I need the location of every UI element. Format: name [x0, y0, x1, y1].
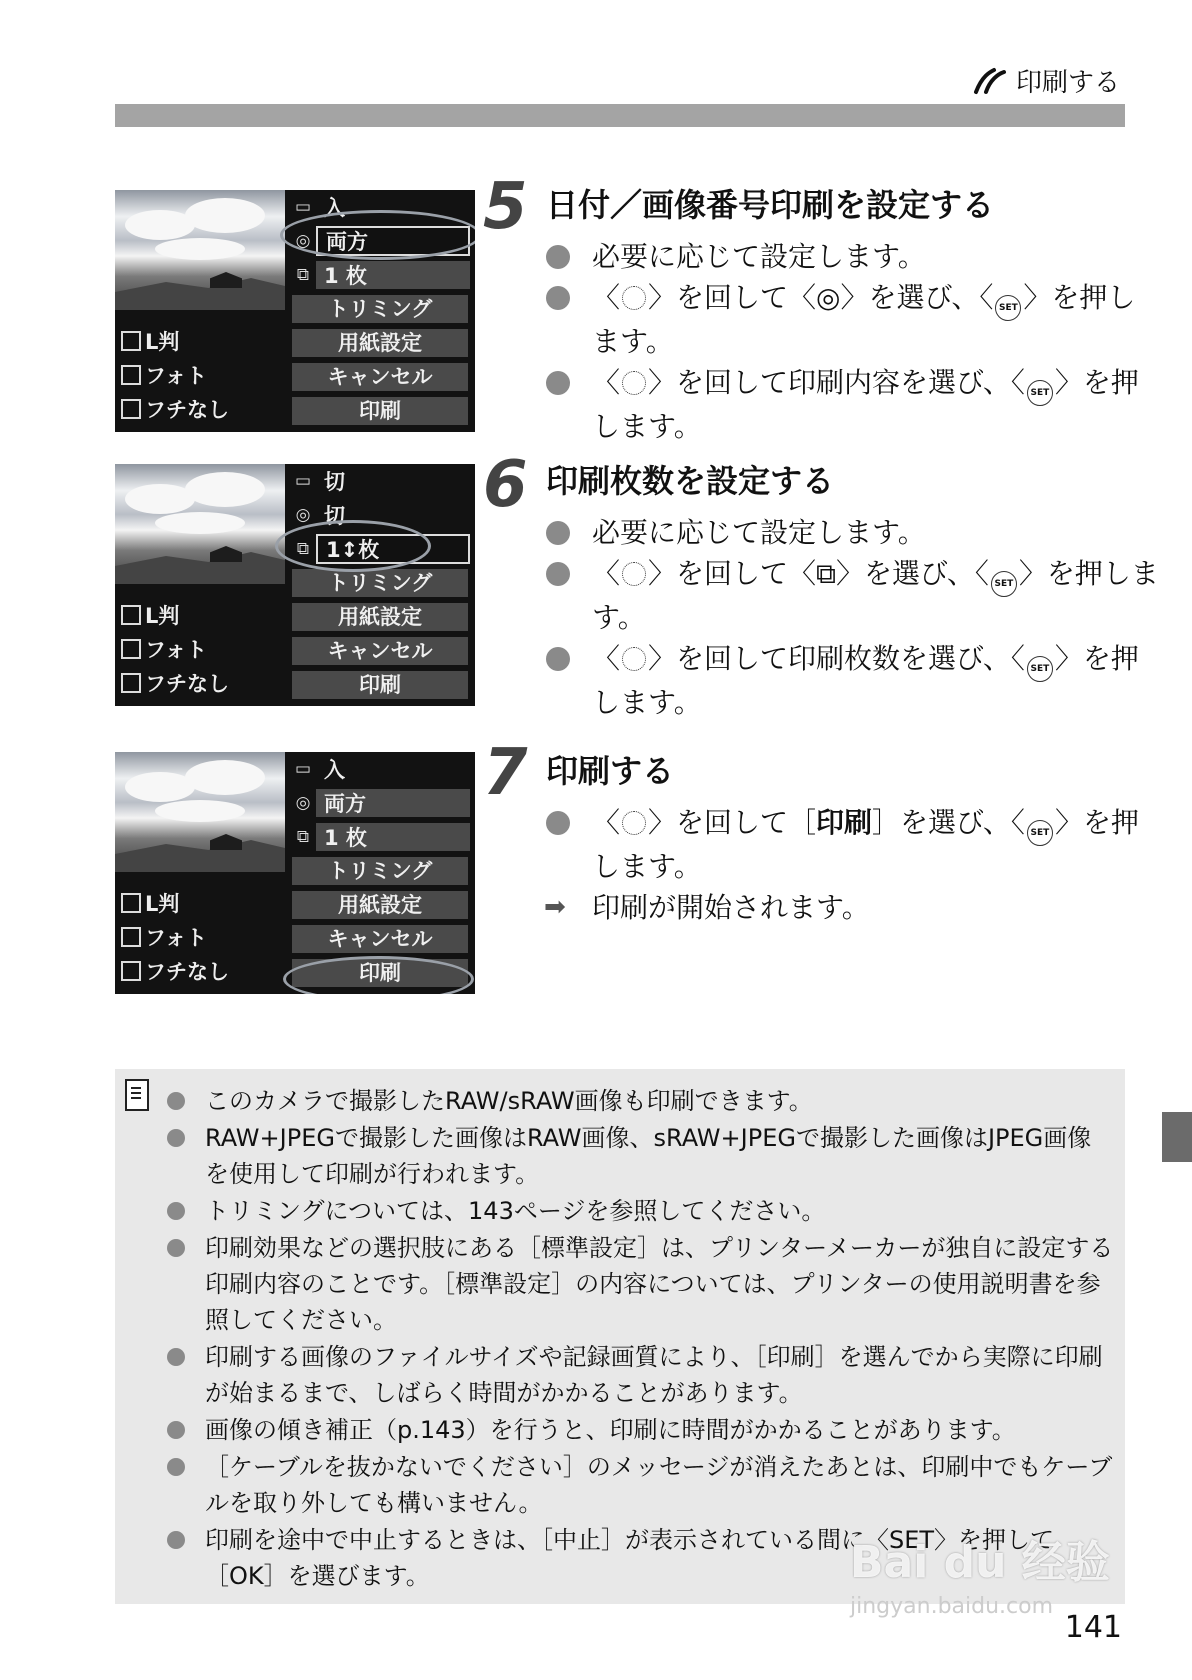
bullet: 〈 〉を回して〈⧉〉を選び、〈 SET 〉を押します。 [490, 553, 1160, 638]
layout: フチなし [121, 394, 229, 424]
trimming-button[interactable]: トリミング [292, 569, 468, 597]
cancel-button[interactable]: キャンセル [292, 637, 468, 665]
print-button[interactable]: 印刷 [292, 397, 468, 425]
print-button[interactable]: 印刷 [292, 959, 468, 987]
paper-size: L判 [121, 600, 179, 630]
trimming-button[interactable]: トリミング [292, 857, 468, 885]
step-title: 印刷枚数を設定する [546, 462, 835, 500]
notes-box [115, 1069, 1125, 1604]
print-menu [290, 752, 470, 990]
result-bullet: ➡ 印刷が開始されます。 [490, 887, 1160, 928]
set-icon: SET [995, 295, 1021, 321]
paper-size: L判 [121, 888, 179, 918]
menu-value[interactable]: 1 枚 [316, 261, 470, 289]
dial-icon [622, 286, 646, 310]
note-item: RAW+JPEGで撮影した画像はRAW画像、sRAW+JPEGで撮影した画像はJPEG画像を使用して印刷が行われます。 [165, 1120, 1115, 1192]
set-icon: SET [1027, 656, 1053, 682]
layout: フチなし [121, 956, 229, 986]
thumbnail-image [115, 190, 285, 310]
set-icon: SET [1027, 820, 1053, 846]
copies-icon: ⧉ [296, 827, 310, 847]
print-button[interactable]: 印刷 [292, 671, 468, 699]
step-6 [490, 456, 1160, 723]
note-item: 画像の傾き補正（p.143）を行うと、印刷に時間がかかることがあります。 [165, 1412, 1115, 1448]
arrow-icon: ➡ [544, 892, 566, 922]
date-icon: ◎ [295, 231, 311, 251]
menu-value[interactable]: 切 [324, 470, 345, 494]
set-icon: SET [1027, 380, 1053, 406]
watermark-url: jingyan.baidu.com [850, 1594, 1054, 1619]
note-item: 印刷を途中で中止するときは、［中止］が表示されている間に〈SET〉を押して［OK］を選びます。 [165, 1522, 1115, 1594]
bullet: 〈 〉を回して〈◎〉を選び、〈 SET 〉を押します。 [490, 277, 1160, 362]
watermark: Bai du 经验 [850, 1537, 1110, 1588]
menu-value-selected[interactable]: 両方 [316, 226, 470, 256]
camera-screen-1 [115, 190, 475, 432]
layout: フチなし [121, 668, 229, 698]
dial-icon [622, 562, 646, 586]
note-item: トリミングについては、143ページを参照してください。 [165, 1193, 1115, 1229]
highlight-oval [283, 956, 474, 994]
paper-settings-button[interactable]: 用紙設定 [292, 891, 468, 919]
dial-icon [622, 371, 646, 395]
page-header [972, 62, 1120, 99]
thumbnail-image [115, 752, 285, 872]
effect-icon: ▭ [294, 197, 312, 217]
menu-value[interactable]: 切 [324, 504, 345, 528]
cancel-button[interactable]: キャンセル [292, 925, 468, 953]
step-number: 5 [483, 170, 528, 244]
menu-value[interactable]: 入 [324, 758, 345, 782]
bullet: 必要に応じて設定します。 [490, 512, 1160, 553]
print-icon [972, 66, 1008, 96]
paper-size: L判 [121, 326, 179, 356]
copies-icon: ⧉ [816, 557, 837, 590]
bullet: 〈 〉を回して印刷内容を選び、〈 SET 〉を押します。 [490, 362, 1160, 447]
cancel-button[interactable]: キャンセル [292, 363, 468, 391]
header-title: 印刷する [1015, 68, 1120, 98]
dial-icon [622, 647, 646, 671]
copies-icon: ⧉ [296, 539, 310, 559]
date-icon: ◎ [295, 793, 311, 813]
menu-value[interactable]: 1 枚 [316, 823, 470, 851]
step-7 [490, 746, 1160, 928]
step-title: 印刷する [546, 752, 675, 790]
step-number: 7 [483, 736, 528, 810]
effect-icon: ▭ [294, 471, 312, 491]
copies-icon: ⧉ [296, 265, 310, 285]
date-icon: ◎ [816, 281, 841, 314]
camera-screen-2 [115, 464, 475, 706]
highlight-oval [280, 210, 475, 260]
step-number: 6 [483, 448, 528, 522]
page-number: 141 [1064, 1610, 1122, 1645]
notes-list [165, 1083, 1115, 1595]
print-menu [290, 464, 470, 702]
trimming-button[interactable]: トリミング [292, 295, 468, 323]
highlight-oval [275, 520, 431, 572]
paper-settings-button[interactable]: 用紙設定 [292, 329, 468, 357]
note-item: このカメラで撮影したRAW/sRAW画像も印刷できます。 [165, 1083, 1115, 1119]
step-5 [490, 180, 1160, 447]
menu-value-selected[interactable]: 1↕枚 [316, 534, 470, 564]
effect-icon: ▭ [294, 759, 312, 779]
dial-icon [622, 811, 646, 835]
paper-type: フォト [121, 360, 207, 390]
menu-value[interactable]: 入 [324, 196, 345, 220]
bullet: 〈 〉を回して印刷枚数を選び、〈 SET 〉を押します。 [490, 638, 1160, 723]
thumbnail-image [115, 464, 285, 584]
date-icon: ◎ [295, 505, 311, 525]
note-item: 印刷する画像のファイルサイズや記録画質により、［印刷］を選んでから実際に印刷が始まるまで、しばらく時間がかかることがあります。 [165, 1339, 1115, 1411]
step-title: 日付／画像番号印刷を設定する [546, 186, 995, 224]
note-item: ［ケーブルを抜かないでください］のメッセージが消えたあとは、印刷中でもケーブルを取り外しても構いません。 [165, 1449, 1115, 1521]
menu-value[interactable]: 両方 [316, 789, 470, 817]
set-icon: SET [991, 571, 1017, 597]
paper-type: フォト [121, 634, 207, 664]
bullet: 必要に応じて設定します。 [490, 236, 1160, 277]
section-tab [1162, 1112, 1192, 1162]
note-item: 印刷効果などの選択肢にある［標準設定］は、プリンターメーカーが独自に設定する印刷内容のことです。［標準設定］の内容については、プリンターの使用説明書を参照してください。 [165, 1230, 1115, 1338]
header-bar [115, 104, 1125, 127]
camera-screen-3 [115, 752, 475, 994]
paper-settings-button[interactable]: 用紙設定 [292, 603, 468, 631]
memo-icon [125, 1079, 149, 1111]
paper-type: フォト [121, 922, 207, 952]
bullet: 〈 〉を回して［印刷］を選び、〈 SET 〉を押します。 [490, 802, 1160, 887]
